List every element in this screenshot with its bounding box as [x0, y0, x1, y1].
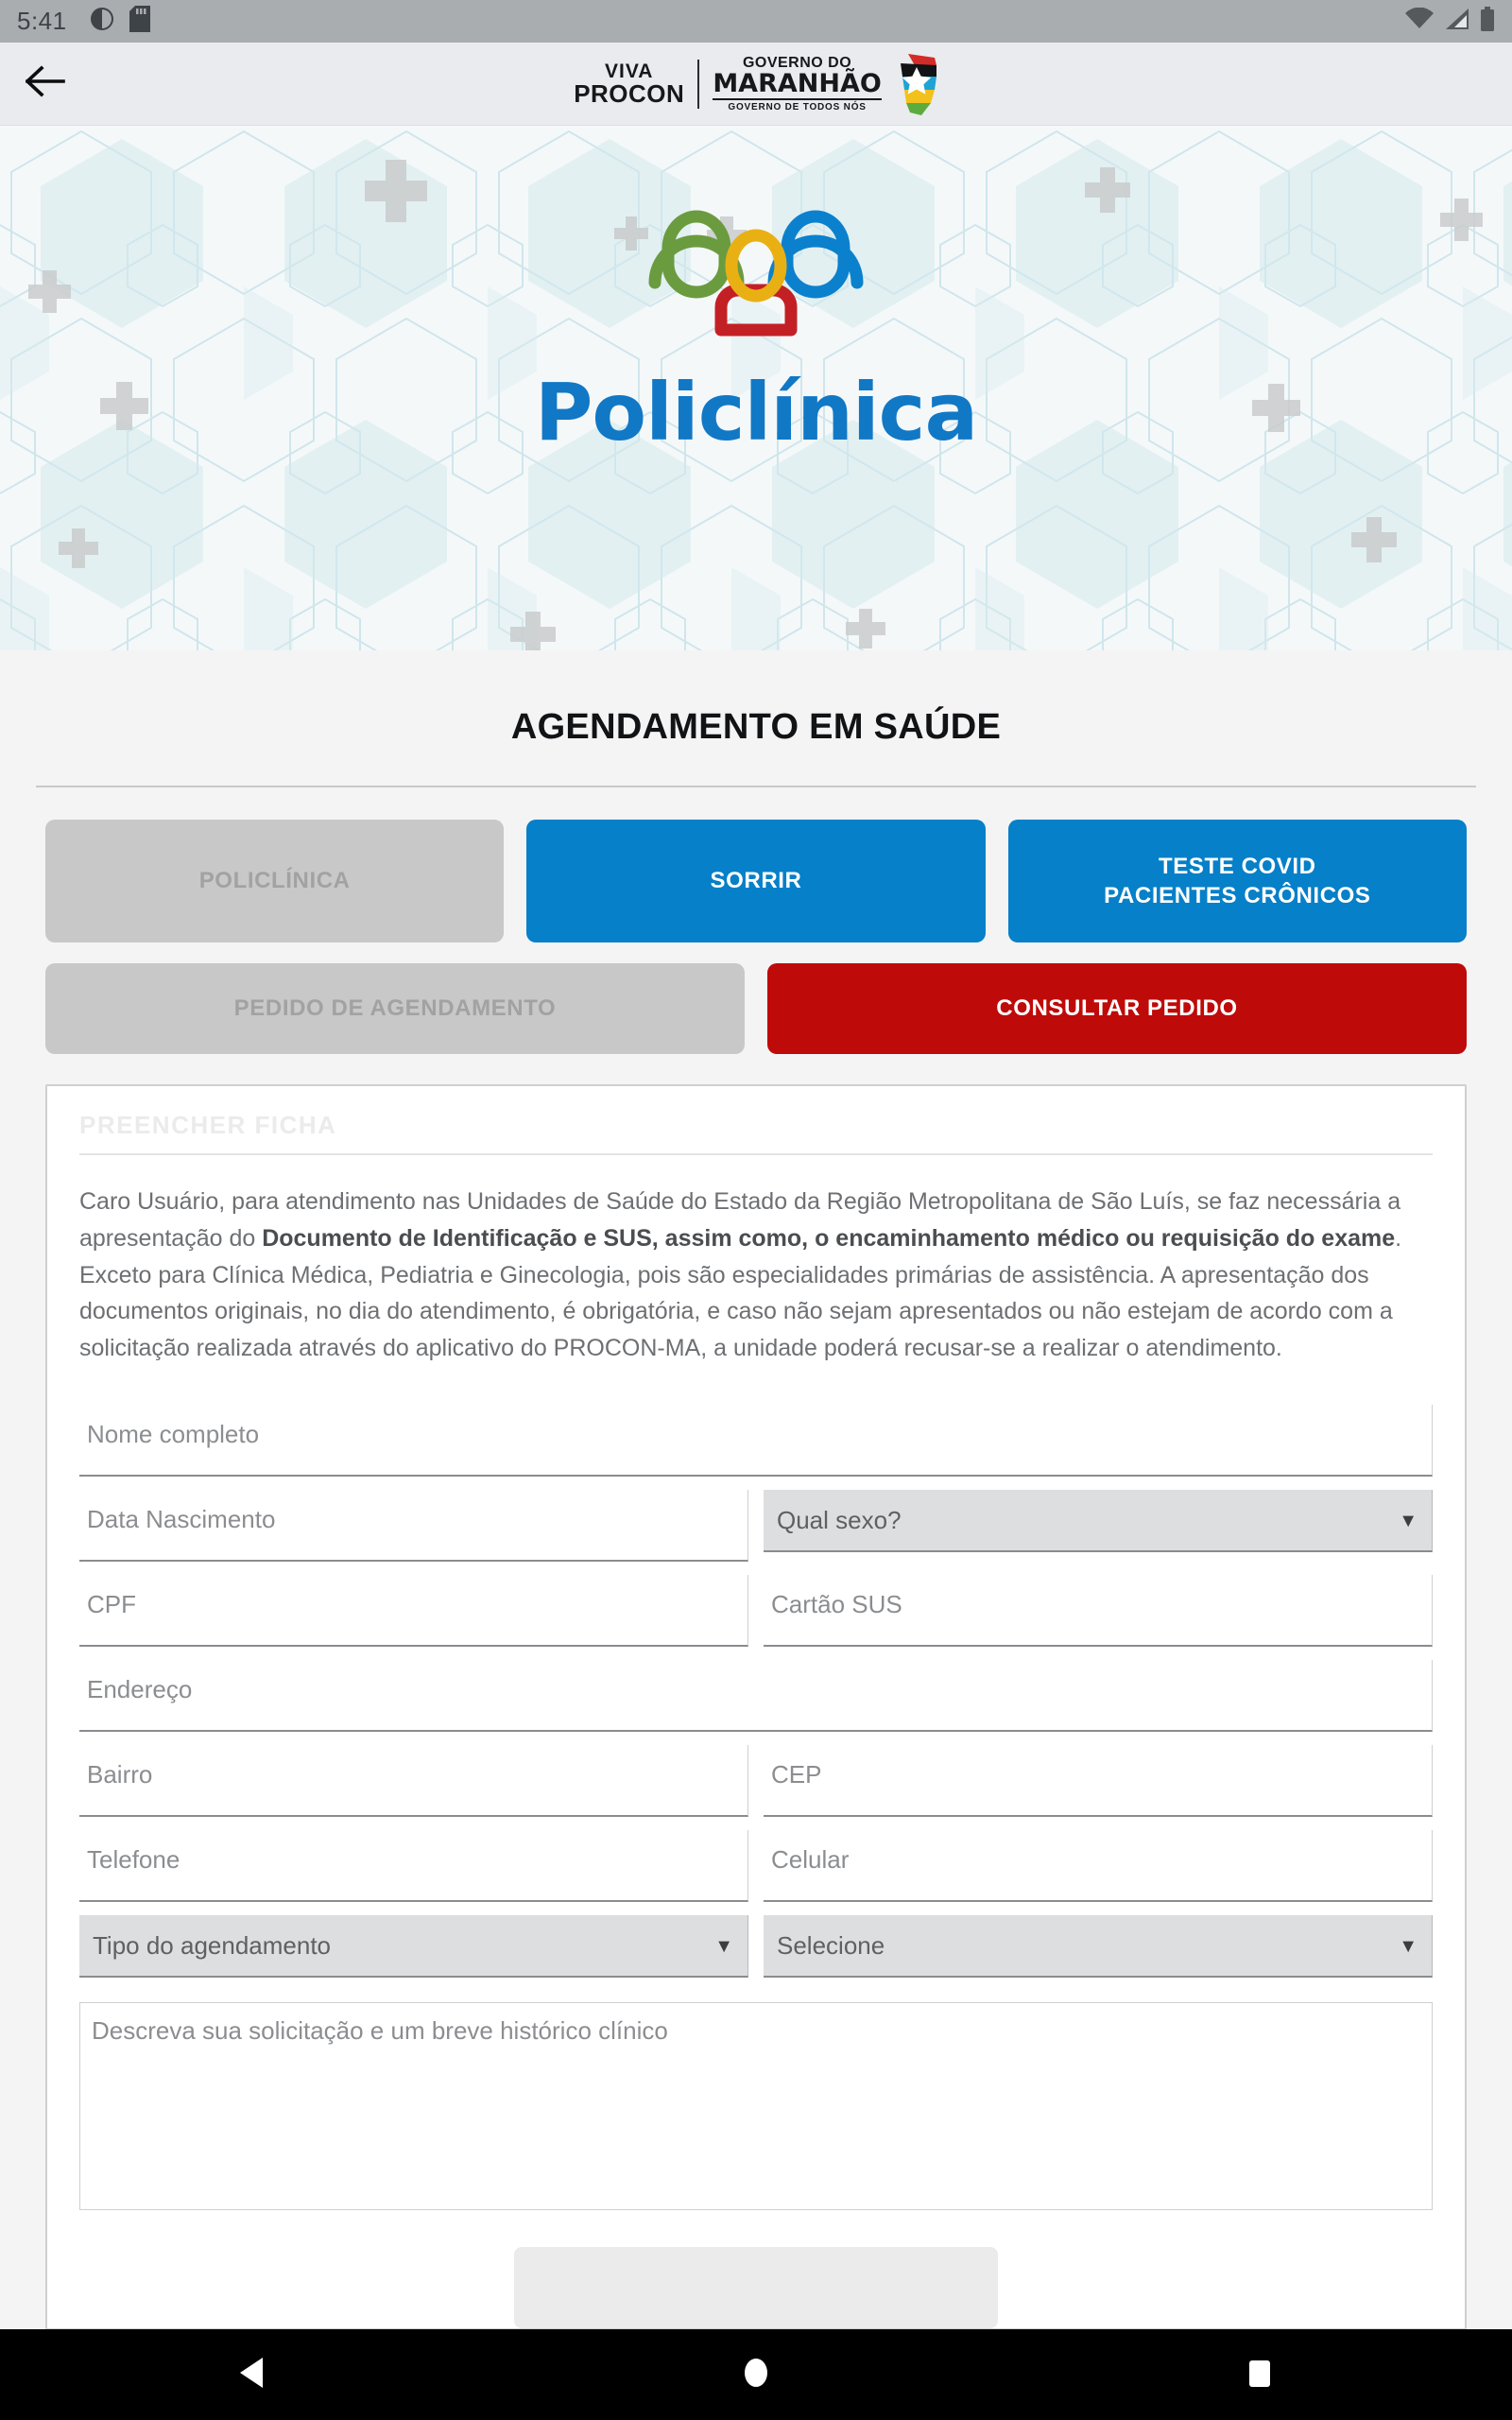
tipo-agendamento-select[interactable] — [79, 1915, 748, 1978]
status-bar — [0, 0, 1512, 43]
tipo-agendamento-select-wrapper — [79, 1915, 748, 1978]
especialidade-select[interactable] — [764, 1915, 1433, 1978]
submit-button[interactable] — [514, 2247, 998, 2328]
nome-completo-input[interactable] — [79, 1405, 1433, 1477]
tab-teste-covid[interactable] — [1008, 820, 1467, 942]
sexo-select[interactable] — [764, 1490, 1433, 1552]
maranhao-text: MARANHÃO — [713, 68, 882, 98]
wifi-icon — [1404, 8, 1435, 35]
primary-tab-row — [0, 787, 1512, 942]
submit-button-row — [79, 2215, 1433, 2328]
brand-logo — [0, 43, 1512, 125]
hero-content — [0, 126, 1512, 650]
maranhao-map-icon — [887, 52, 938, 116]
governo-maranhao-logo — [713, 56, 882, 112]
chevron-down-icon: ▼ — [1399, 1510, 1418, 1531]
field-celular-wrapper — [764, 1830, 1433, 1902]
back-arrow-icon — [26, 65, 65, 102]
policlinica-people-icon — [600, 171, 912, 360]
field-sexo-wrapper — [764, 1490, 1433, 1562]
hero-banner — [0, 126, 1512, 650]
intro-bold-part: Documento de Identificação e SUS, assim como, o encaminhamento médico ou requisição do exame — [262, 1224, 1396, 1252]
chevron-down-icon: ▼ — [714, 1935, 733, 1957]
sexo-select-wrapper — [764, 1490, 1433, 1552]
governo-do-text: GOVERNO DO — [742, 54, 852, 71]
secondary-tab-row — [0, 942, 1512, 1054]
field-telefone-wrapper — [79, 1830, 748, 1902]
descricao-textarea[interactable] — [79, 2002, 1433, 2210]
field-endereco-wrapper — [79, 1660, 1433, 1732]
status-bar-notification-icons — [90, 6, 150, 37]
app-bar — [0, 43, 1512, 126]
cpf-input[interactable] — [79, 1575, 748, 1647]
form-row-telefone-celular — [79, 1830, 1433, 1902]
field-especialidade-wrapper — [764, 1915, 1433, 1978]
tab-policlinica[interactable]: POLICLÍNICA — [45, 820, 504, 942]
cep-input[interactable] — [764, 1745, 1433, 1817]
form-row-nome — [79, 1405, 1433, 1477]
governo-de-todos-nos-text: GOVERNO DE TODOS NÓS — [713, 98, 882, 112]
intro-part-2: . Exceto para Clínica Médica, Pediatria e Ginecologia, pois são especialidades primárias de assistência. A apresentação dos documentos originais, no dia do atendimento, é obrigatória, e caso não sejam apresentados ou não estejam de acordo com a solicitação realizada através do aplicativo do PROCON-MA, a unidade poderá recusar-se a realizar o atendimento. — [79, 1224, 1402, 1361]
main-content — [0, 650, 1512, 2420]
form-section-title: PREENCHER FICHA — [79, 1111, 337, 1139]
nav-back-triangle-icon — [236, 2356, 268, 2394]
field-cartao-sus-wrapper — [764, 1575, 1433, 1647]
form-section-divider — [79, 1153, 1433, 1155]
tab-sorrir[interactable]: SORRIR — [526, 820, 985, 942]
android-navigation-bar — [0, 2329, 1512, 2420]
field-cep-wrapper — [764, 1745, 1433, 1817]
signal-icon — [1444, 8, 1470, 35]
battery-icon — [1480, 7, 1495, 36]
nav-recents-button[interactable] — [1175, 2329, 1345, 2420]
status-bar-system-icons — [1404, 7, 1495, 36]
viva-text: VIVA — [605, 60, 654, 82]
form-card — [45, 1084, 1467, 2330]
status-bar-clock: 5:41 — [17, 7, 67, 35]
field-tipo-agendamento-wrapper — [79, 1915, 748, 1978]
procon-text: PROCON — [574, 79, 685, 108]
nav-home-button[interactable] — [671, 2329, 841, 2420]
form-row-nascimento-sexo — [79, 1490, 1433, 1562]
field-bairro-wrapper — [79, 1745, 748, 1817]
nav-home-circle-icon — [741, 2356, 771, 2394]
field-data-nascimento-wrapper — [79, 1490, 748, 1562]
chevron-down-icon: ▼ — [1399, 1935, 1418, 1957]
nav-back-button[interactable] — [167, 2329, 337, 2420]
page-title: AGENDAMENTO EM SAÚDE — [510, 707, 1002, 747]
back-button[interactable] — [0, 65, 91, 102]
form-row-endereco — [79, 1660, 1433, 1732]
viva-procon-logo — [574, 61, 684, 106]
nav-recents-square-icon — [1245, 2356, 1275, 2394]
especialidade-select-wrapper — [764, 1915, 1433, 1978]
policlinica-wordmark: Policlínica — [534, 366, 978, 458]
tab-teste-covid-line1: TESTE COVID — [1159, 853, 1316, 879]
form-intro-text — [79, 1184, 1433, 1392]
data-nascimento-input[interactable] — [79, 1490, 748, 1562]
celular-input[interactable] — [764, 1830, 1433, 1902]
sd-card-icon — [129, 6, 150, 37]
contrast-icon — [90, 7, 114, 36]
telefone-input[interactable] — [79, 1830, 748, 1902]
tab-teste-covid-line2: PACIENTES CRÔNICOS — [1104, 883, 1371, 908]
form-row-cpf-sus — [79, 1575, 1433, 1647]
form-row-tipo-especialidade — [79, 1915, 1433, 1978]
intro-part-1: Caro Usuário, para atendimento nas Unidades de Saúde do Estado da Região Metropolitana de São Luís, se faz necessária a apresentação do — [79, 1188, 1401, 1252]
form-row-bairro-cep — [79, 1745, 1433, 1817]
field-cpf-wrapper — [79, 1575, 748, 1647]
endereco-input[interactable] — [79, 1660, 1433, 1732]
tab-consultar-pedido[interactable]: CONSULTAR PEDIDO — [767, 963, 1467, 1054]
field-nome-wrapper — [79, 1405, 1433, 1477]
brand-divider — [697, 60, 699, 109]
bairro-input[interactable] — [79, 1745, 748, 1817]
tab-pedido-de-agendamento[interactable]: PEDIDO DE AGENDAMENTO — [45, 963, 745, 1054]
cartao-sus-input[interactable] — [764, 1575, 1433, 1647]
